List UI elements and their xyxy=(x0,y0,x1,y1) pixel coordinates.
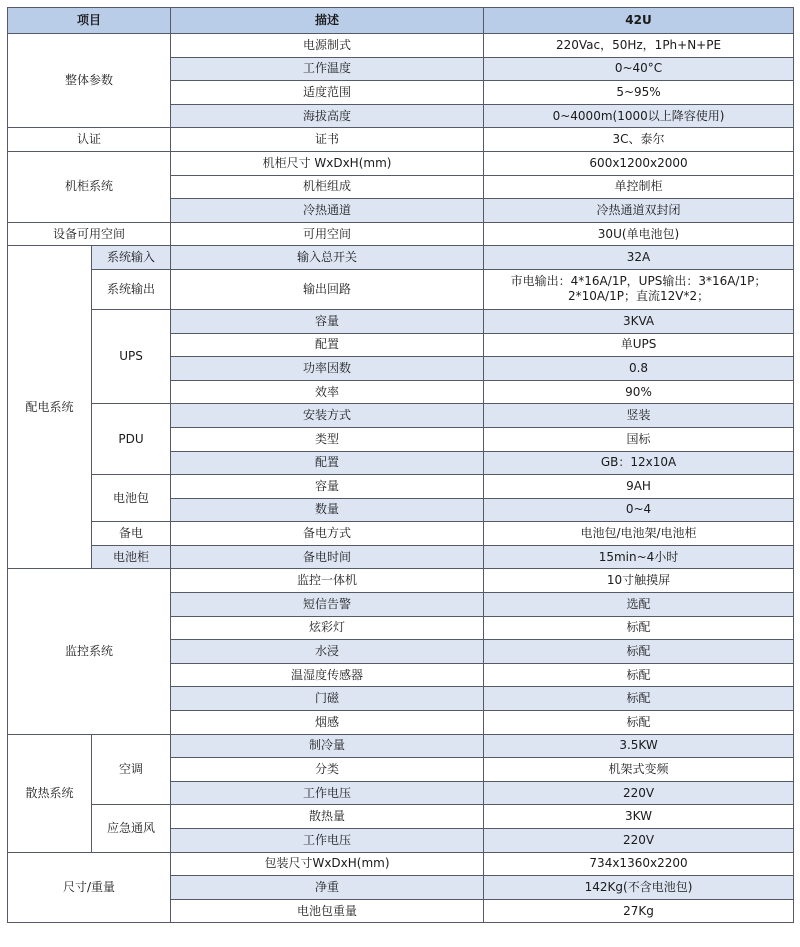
desc-cell: 短信告警 xyxy=(171,593,484,617)
value-cell: 单UPS xyxy=(484,333,794,357)
table-row xyxy=(8,404,794,428)
desc-cell: 功率因数 xyxy=(171,357,484,381)
desc-cell: 类型 xyxy=(171,427,484,451)
desc-cell: 适度范围 xyxy=(171,81,484,105)
desc-cell: 冷热通道 xyxy=(171,199,484,223)
value-cell: 3KVA xyxy=(484,309,794,333)
desc-cell: 制冷量 xyxy=(171,734,484,758)
table-row xyxy=(8,309,794,333)
desc-cell: 备电时间 xyxy=(171,545,484,569)
value-cell: 0.8 xyxy=(484,357,794,381)
value-cell: 0~4 xyxy=(484,498,794,522)
table-row xyxy=(8,522,794,546)
value-cell: 90% xyxy=(484,380,794,404)
desc-cell: 输出回路 xyxy=(171,269,484,309)
category-cell: 机柜系统 xyxy=(8,151,171,222)
value-cell: 220V xyxy=(484,781,794,805)
desc-cell: 备电方式 xyxy=(171,522,484,546)
desc-cell: 机柜组成 xyxy=(171,175,484,199)
desc-cell: 配置 xyxy=(171,333,484,357)
subcategory-cell: 空调 xyxy=(92,734,171,805)
value-cell: 30U(单电池包) xyxy=(484,222,794,246)
subcategory-cell: 备电 xyxy=(92,522,171,546)
desc-cell: 分类 xyxy=(171,758,484,782)
table-row xyxy=(8,475,794,499)
value-cell: 15min~4小时 xyxy=(484,545,794,569)
table-row xyxy=(8,805,794,829)
subcategory-cell: 系统输入 xyxy=(92,246,171,270)
desc-cell: 包装尺寸WxDxH(mm) xyxy=(171,852,484,876)
value-cell: 220Vac，50Hz，1Ph+N+PE xyxy=(484,34,794,58)
value-cell: 3KW xyxy=(484,805,794,829)
desc-cell: 机柜尺寸 WxDxH(mm) xyxy=(171,151,484,175)
desc-cell: 电池包重量 xyxy=(171,899,484,923)
desc-cell: 证书 xyxy=(171,128,484,152)
table-row xyxy=(8,569,794,593)
value-cell: 10寸触摸屏 xyxy=(484,569,794,593)
desc-cell: 数量 xyxy=(171,498,484,522)
table-row xyxy=(8,34,794,58)
value-cell: 0~40°C xyxy=(484,57,794,81)
header-item: 项目 xyxy=(8,8,171,34)
desc-cell: 可用空间 xyxy=(171,222,484,246)
desc-cell: 输入总开关 xyxy=(171,246,484,270)
desc-cell: 炫彩灯 xyxy=(171,616,484,640)
value-cell: GB：12x10A xyxy=(484,451,794,475)
category-cell: 散热系统 xyxy=(8,734,92,852)
value-cell: 市电输出：4*16A/1P，UPS输出：3*16A/1P；2*10A/1P；直流12V*2； xyxy=(484,269,794,309)
value-cell: 标配 xyxy=(484,711,794,735)
desc-cell: 海拔高度 xyxy=(171,104,484,128)
value-cell: 标配 xyxy=(484,640,794,664)
desc-cell: 温湿度传感器 xyxy=(171,663,484,687)
desc-cell: 散热量 xyxy=(171,805,484,829)
value-cell: 冷热通道双封闭 xyxy=(484,199,794,223)
desc-cell: 烟感 xyxy=(171,711,484,735)
category-cell: 设备可用空间 xyxy=(8,222,171,246)
subcategory-cell: 应急通风 xyxy=(92,805,171,852)
subcategory-cell: 电池包 xyxy=(92,475,171,522)
header-row xyxy=(8,8,794,34)
desc-cell: 配置 xyxy=(171,451,484,475)
desc-cell: 容量 xyxy=(171,475,484,499)
desc-cell: 容量 xyxy=(171,309,484,333)
category-cell: 认证 xyxy=(8,128,171,152)
value-cell: 220V xyxy=(484,829,794,853)
desc-cell: 门磁 xyxy=(171,687,484,711)
value-cell: 3C、泰尔 xyxy=(484,128,794,152)
table-row xyxy=(8,222,794,246)
desc-cell: 工作电压 xyxy=(171,829,484,853)
category-cell: 整体参数 xyxy=(8,34,171,128)
value-cell: 3.5KW xyxy=(484,734,794,758)
value-cell: 标配 xyxy=(484,616,794,640)
category-cell: 监控系统 xyxy=(8,569,171,734)
value-cell: 600x1200x2000 xyxy=(484,151,794,175)
header-model: 42U xyxy=(484,8,794,34)
subcategory-cell: 系统输出 xyxy=(92,269,171,309)
table-row xyxy=(8,734,794,758)
table-row xyxy=(8,246,794,270)
value-cell: 国标 xyxy=(484,427,794,451)
spec-table xyxy=(7,7,794,923)
value-cell: 32A xyxy=(484,246,794,270)
category-cell: 尺寸/重量 xyxy=(8,852,171,923)
value-cell: 标配 xyxy=(484,687,794,711)
subcategory-cell: PDU xyxy=(92,404,171,475)
header-desc: 描述 xyxy=(171,8,484,34)
value-cell: 9AH xyxy=(484,475,794,499)
desc-cell: 监控一体机 xyxy=(171,569,484,593)
subcategory-cell: 电池柜 xyxy=(92,545,171,569)
value-cell: 734x1360x2200 xyxy=(484,852,794,876)
desc-cell: 水浸 xyxy=(171,640,484,664)
table-row xyxy=(8,852,794,876)
value-cell: 电池包/电池架/电池柜 xyxy=(484,522,794,546)
desc-cell: 工作温度 xyxy=(171,57,484,81)
category-cell: 配电系统 xyxy=(8,246,92,569)
value-cell: 0~4000m(1000以上降容使用) xyxy=(484,104,794,128)
desc-cell: 工作电压 xyxy=(171,781,484,805)
desc-cell: 电源制式 xyxy=(171,34,484,58)
desc-cell: 净重 xyxy=(171,876,484,900)
desc-cell: 效率 xyxy=(171,380,484,404)
value-cell: 5~95% xyxy=(484,81,794,105)
table-row xyxy=(8,269,794,309)
value-cell: 选配 xyxy=(484,593,794,617)
value-cell: 标配 xyxy=(484,663,794,687)
table-row xyxy=(8,128,794,152)
value-cell: 机架式变频 xyxy=(484,758,794,782)
desc-cell: 安装方式 xyxy=(171,404,484,428)
value-cell: 142Kg(不含电池包) xyxy=(484,876,794,900)
value-cell: 竖装 xyxy=(484,404,794,428)
subcategory-cell: UPS xyxy=(92,309,171,403)
value-cell: 单控制柜 xyxy=(484,175,794,199)
table-row xyxy=(8,545,794,569)
value-cell: 27Kg xyxy=(484,899,794,923)
table-row xyxy=(8,151,794,175)
